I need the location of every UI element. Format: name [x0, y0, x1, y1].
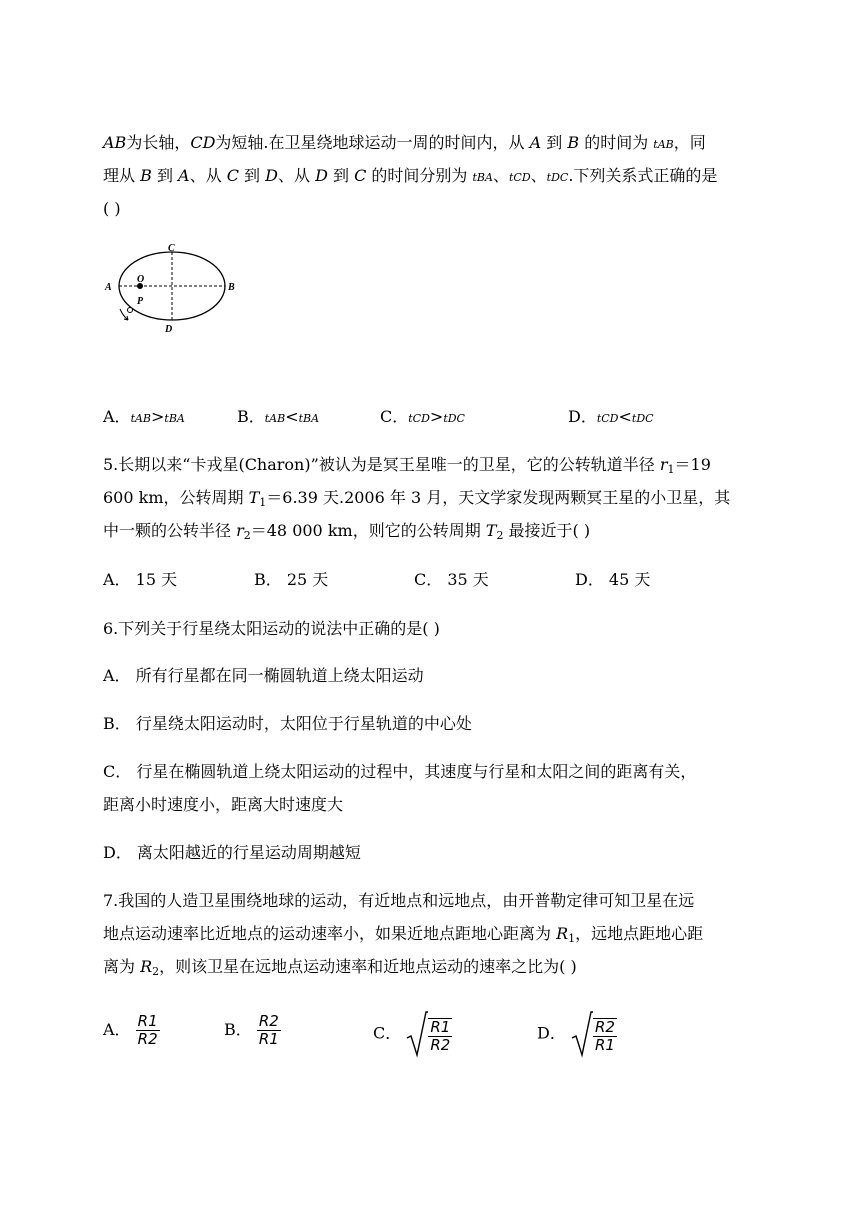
- q6-option-d[interactable]: D． 离太阳越近的行星运动周期越短: [103, 843, 361, 862]
- figure-label-b: B: [228, 282, 235, 293]
- q7-line-2: 地点运动速率比近地点的运动速率小，如果近地点距地心距离为 $R_1$，远地点距地心距: [103, 924, 704, 945]
- q6-stem: 6.下列关于行星绕太阳运动的说法中正确的是( ): [103, 619, 440, 638]
- q5-option-c[interactable]: C． 35 天: [414, 570, 489, 589]
- q4-option-b[interactable]: B．tAB<tBA: [237, 407, 320, 426]
- square-root-icon: [406, 1010, 452, 1058]
- figure-label-d: D: [165, 324, 173, 335]
- square-root-icon: [571, 1010, 617, 1058]
- figure-label-c: C: [168, 243, 175, 254]
- figure-label-a: A: [105, 282, 112, 293]
- fraction: $\frac{R1}{R2}$: [430, 1018, 451, 1054]
- q5-line-3: 中一颗的公转半径 $r_2=48$ 000 km，则它的公转周期 $T_2$ 最接近于( ): [103, 521, 591, 542]
- q4-option-c[interactable]: C．tCD>tDC: [380, 407, 465, 426]
- q7-option-d[interactable]: D． $\frac{R2}{R1}$: [537, 1010, 617, 1058]
- q6-option-c-line-1[interactable]: C． 行星在椭圆轨道上绕太阳运动的过程中，其速度与行星和太阳之间的距离有关，: [103, 762, 697, 781]
- q7-option-c[interactable]: C． $\frac{R1}{R2}$: [373, 1010, 452, 1058]
- fraction: $\frac{R1}{R2}$: [137, 1012, 158, 1048]
- figure-label-p: P: [137, 296, 144, 307]
- q4-option-a[interactable]: A．tAB>tBA: [103, 407, 185, 426]
- orbit-figure: [100, 240, 250, 340]
- figure-label-o: O: [137, 274, 145, 285]
- q6-option-b[interactable]: B． 行星绕太阳运动时，太阳位于行星轨道的中心处: [103, 714, 472, 733]
- fraction: $\frac{R2}{R1}$: [258, 1012, 279, 1048]
- q7-option-b[interactable]: B． $\frac{R2}{R1}$: [224, 1012, 279, 1048]
- q7-line-3: 离为 $R_2$，则该卫星在远地点运动速率和近地点运动的速率之比为( ): [103, 957, 577, 978]
- q5-option-d[interactable]: D． 45 天: [575, 570, 651, 589]
- q6-option-c-line-2[interactable]: 距离小时速度小，距离大时速度大: [103, 795, 344, 814]
- q7-line-1: 7.我国的人造卫星围绕地球的运动，有近地点和远地点，由开普勒定律可知卫星在远: [103, 891, 695, 910]
- q4-line-1: AB为长轴，CD为短轴.在卫星绕地球运动一周的时间内，从 A 到 B 的时间为 tAB，同: [103, 133, 706, 152]
- q5-option-a[interactable]: A． 15 天: [103, 570, 178, 589]
- q5-option-b[interactable]: B． 25 天: [254, 570, 329, 589]
- q5-line-1: 5.长期以来“卡戎星(Charon)”被认为是冥王星唯一的卫星，它的公转轨道半径 $r_1=19$: [103, 455, 711, 476]
- fraction: $\frac{R2}{R1}$: [594, 1018, 615, 1054]
- q4-option-d[interactable]: D．tCD<tDC: [568, 407, 654, 426]
- q5-line-2: 600 km，公转周期 $T_1=6.39$ 天.2006 年 3 月，天文学家发现两颗冥王星的小卫星，其: [103, 488, 731, 509]
- q6-option-a[interactable]: A． 所有行星都在同一椭圆轨道上绕太阳运动: [103, 666, 424, 685]
- q4-answer-blank: ( ): [103, 199, 121, 218]
- q7-option-a[interactable]: A． $\frac{R1}{R2}$: [103, 1012, 158, 1048]
- q4-line-2: 理从 B 到 A、从 C 到 D、从 D 到 C 的时间分别为 tBA、tCD、tDC.下列关系式正确的是: [103, 166, 718, 185]
